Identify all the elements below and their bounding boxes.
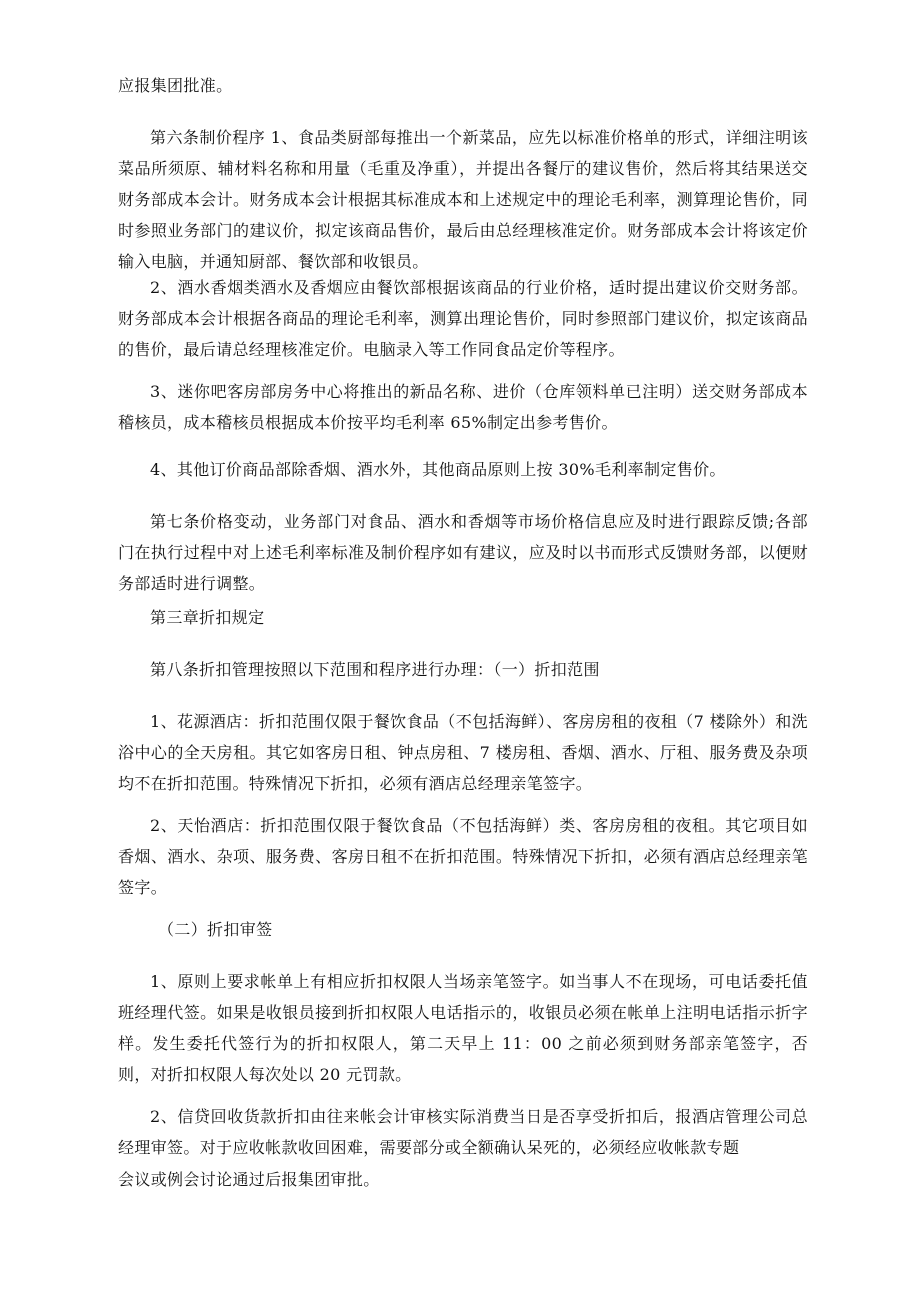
paragraph-credit-discount: 2、信贷回收货款折扣由往来帐会计审核实际消费当日是否享受折扣后，报酒店管理公司总经理审签。对于应收帐款收回困难，需要部分或全额确认呆死的，必须经应收帐款专题 <box>118 1107 808 1157</box>
paragraph-minibar-pricing: 3、迷你吧客房部房务中心将推出的新品名称、进价（仓库领料单已注明）送交财务部成本稽核员，成本稽核员根据成本价按平均毛利率 65%制定出参考售价。 <box>118 382 808 432</box>
paragraph-article-6: 第六条制价程序 1、食品类厨部每推出一个新菜品，应先以标准价格单的形式，详细注明该菜品所须原、辅材料名称和用量（毛重及净重），并提出各餐厅的建议售价，然后将其结果送交财务部成本会计。财务成本会计根据其标准成本和上述规定中的理论毛利率，测算理论售价，同时参照业务部门的建议价，拟定该商品售价，最后由总经理核准定价。财务部成本会计将该定价输入电脑，并通知厨部、餐饮部和收银员。 <box>118 128 808 271</box>
paragraph-huayuan-hotel: 1、花源酒店：折扣范围仅限于餐饮食品（不包括海鲜）、客房房租的夜租（7 楼除外）和洗浴中心的全天房租。其它如客房日租、钟点房租、7 楼房租、香烟、酒水、厅租、服务费及杂项均不在折扣范围。特殊情况下折扣，必须有酒店总经理亲笔签字。 <box>118 712 808 793</box>
paragraph-beverage-pricing: 2、酒水香烟类酒水及香烟应由餐饮部根据该商品的行业价格，适时提出建议价交财务部。财务部成本会计根据各商品的理论毛利率，测算出理论售价，同时参照部门建议价，拟定该商品的售价，最后请总经理核准定价。电脑录入等工作同食品定价等程序。 <box>118 278 808 359</box>
paragraph-other-pricing: 4、其他订价商品部除香烟、酒水外，其他商品原则上按 30%毛利率制定售价。 <box>150 460 726 479</box>
chapter-3-heading: 第三章折扣规定 <box>150 608 265 627</box>
paragraph-approval-note: 应报集团批准。 <box>118 76 233 95</box>
paragraph-article-8: 第八条折扣管理按照以下范围和程序进行办理：（一）折扣范围 <box>150 660 600 679</box>
paragraph-article-7: 第七条价格变动，业务部门对食品、酒水和香烟等市场价格信息应及时进行跟踪反馈;各部门在执行过程中对上述毛利率标准及制价程序如有建议，应及时以书而形式反馈财务部，以便财务部适时进行调整。 <box>118 512 808 593</box>
paragraph-group-approval: 会议或例会讨论通过后报集团审批。 <box>118 1170 380 1189</box>
paragraph-signature-rules: 1、原则上要求帐单上有相应折扣权限人当场亲笔签字。如当事人不在现场，可电话委托值班经理代签。如果是收银员接到折扣权限人电话指示的，收银员必须在帐单上注明电话指示折字样。发生委托代签行为的折扣权限人，第二天早上 11：00 之前必须到财务部亲笔签字，否则，对折扣权限人每次处以 20 元罚款。 <box>118 972 808 1084</box>
paragraph-tianyi-hotel: 2、天怡酒店：折扣范围仅限于餐饮食品（不包括海鲜）类、客房房租的夜租。其它项目如香烟、酒水、杂项、服务费、客房日租不在折扣范围。特殊情况下折扣，必须有酒店总经理亲笔签字。 <box>118 816 808 897</box>
section-discount-approval-heading: （二）折扣审签 <box>158 920 273 939</box>
